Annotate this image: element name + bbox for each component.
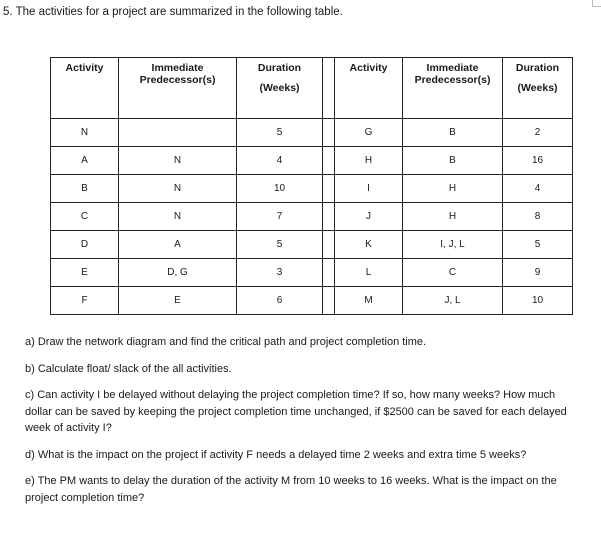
table-row [51, 147, 573, 175]
table-gap [323, 119, 335, 147]
question-list [25, 334, 573, 516]
table-row [51, 259, 573, 287]
table-row [51, 203, 573, 231]
duration-cell: 5 [237, 231, 323, 259]
table-gap [323, 231, 335, 259]
duration-cell: 7 [237, 203, 323, 231]
question-c: c) Can activity I be delayed without delaying the project completion time? If so, how many weeks? How much dollar can be saved by keeping the project completion time unchanged, if $2500 can be saved for each delayed week of activity I? [25, 389, 567, 434]
table-header-row [51, 58, 573, 119]
activity-cell: N [51, 119, 119, 147]
header-activity-right: Activity [335, 58, 403, 119]
table-gap [323, 147, 335, 175]
header-predecessor-left: Immediate Predecessor(s) [119, 58, 237, 119]
header-predecessor-right: Immediate Predecessor(s) [403, 58, 503, 119]
header-duration-right: Duration (Weeks) [503, 58, 573, 119]
activity-cell: C [51, 203, 119, 231]
duration-cell: 4 [503, 175, 573, 203]
activity-cell: H [335, 147, 403, 175]
predecessor-cell: H [403, 175, 503, 203]
table-gap [323, 175, 335, 203]
predecessor-cell: B [403, 147, 503, 175]
activity-cell: M [335, 287, 403, 315]
activity-cell: B [51, 175, 119, 203]
table-row [51, 287, 573, 315]
problem-intro: 5. The activities for a project are summarized in the following table. [3, 6, 343, 18]
activity-cell: K [335, 231, 403, 259]
table-gap [323, 287, 335, 315]
question-d: d) What is the impact on the project if activity F needs a delayed time 2 weeks and extra time 5 weeks? [25, 448, 527, 461]
duration-cell: 5 [237, 119, 323, 147]
activity-cell: I [335, 175, 403, 203]
question-a: a) Draw the network diagram and find the critical path and project completion time. [25, 336, 427, 348]
duration-cell: 6 [237, 287, 323, 315]
predecessor-cell: C [403, 259, 503, 287]
duration-cell: 5 [503, 231, 573, 259]
activity-table [50, 57, 573, 315]
predecessor-cell: A [119, 231, 237, 259]
table-gap [323, 203, 335, 231]
duration-cell: 3 [237, 259, 323, 287]
window-corner [592, 0, 601, 7]
header-duration-left: Duration (Weeks) [237, 58, 323, 119]
predecessor-cell [119, 119, 237, 147]
predecessor-cell: N [119, 203, 237, 231]
table-row [51, 119, 573, 147]
table-gap [323, 58, 335, 119]
duration-cell: 8 [503, 203, 573, 231]
predecessor-cell: E [119, 287, 237, 315]
activity-cell: D [51, 231, 119, 259]
table-row [51, 231, 573, 259]
predecessor-cell: H [403, 203, 503, 231]
table-row [51, 175, 573, 203]
question-b: b) Calculate float/ slack of the all activities. [25, 362, 232, 375]
duration-cell: 4 [237, 147, 323, 175]
header-activity-left: Activity [51, 58, 119, 119]
predecessor-cell: J, L [403, 287, 503, 315]
predecessor-cell: D, G [119, 259, 237, 287]
duration-cell: 10 [237, 175, 323, 203]
activity-cell: J [335, 203, 403, 231]
duration-cell: 10 [503, 287, 573, 315]
predecessor-cell: I, J, L [403, 231, 503, 259]
activity-cell: F [51, 287, 119, 315]
activity-cell: E [51, 259, 119, 287]
question-e: e) The PM wants to delay the duration of the activity M from 10 weeks to 16 weeks. What is the impact on the project completion time? [25, 475, 557, 504]
activity-cell: L [335, 259, 403, 287]
table-gap [323, 259, 335, 287]
predecessor-cell: N [119, 175, 237, 203]
activity-cell: G [335, 119, 403, 147]
duration-cell: 2 [503, 119, 573, 147]
predecessor-cell: B [403, 119, 503, 147]
activity-cell: A [51, 147, 119, 175]
duration-cell: 9 [503, 259, 573, 287]
duration-cell: 16 [503, 147, 573, 175]
predecessor-cell: N [119, 147, 237, 175]
